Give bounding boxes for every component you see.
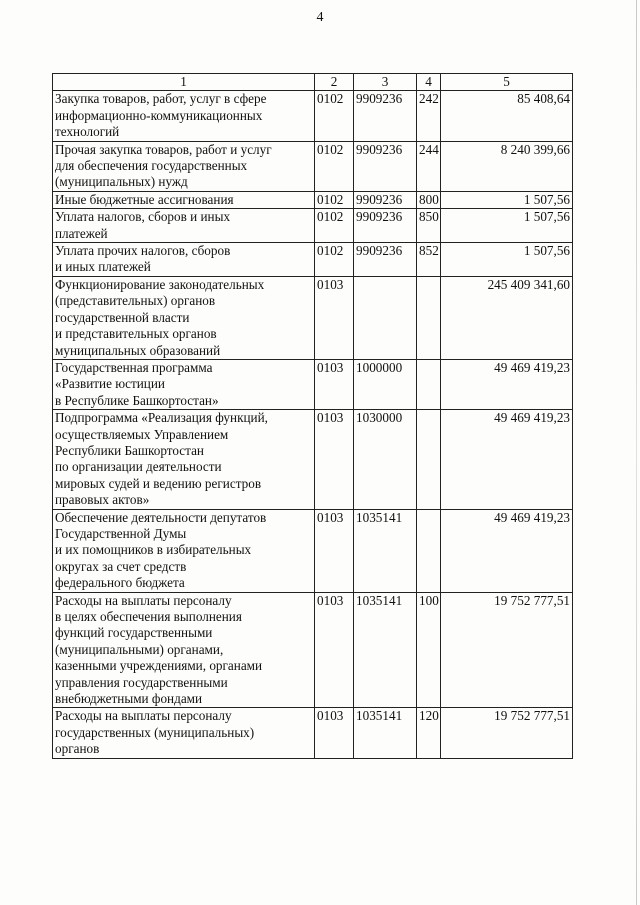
row-type-cell: [417, 359, 441, 409]
row-article-cell: 9909236: [354, 191, 417, 208]
scan-edge: [636, 0, 637, 905]
table-row: [53, 410, 573, 509]
table-row: [53, 141, 573, 191]
row-sum-cell: 85 408,64: [441, 91, 573, 141]
row-sum-cell: 1 507,56: [441, 191, 573, 208]
row-name-cell: Уплата налогов, сборов и иных платежей: [53, 209, 315, 243]
table-row: [53, 243, 573, 277]
header-cell: 2: [315, 74, 354, 91]
row-sum-cell: 8 240 399,66: [441, 141, 573, 191]
header-cell: 3: [354, 74, 417, 91]
row-type-cell: 850: [417, 209, 441, 243]
row-type-cell: [417, 276, 441, 359]
row-name-cell: Расходы на выплаты персоналу в целях обеспечения выполнения функций государственными (муниципальными) органами, казенными учреждениями, органами управления государственными внебюджетными фондами: [53, 592, 315, 708]
row-sum-cell: 49 469 419,23: [441, 509, 573, 592]
row-section-cell: 0103: [315, 708, 354, 758]
row-section-cell: 0102: [315, 91, 354, 141]
row-sum-cell: 19 752 777,51: [441, 592, 573, 708]
row-article-cell: 9909236: [354, 91, 417, 141]
row-type-cell: 242: [417, 91, 441, 141]
row-name-cell: Иные бюджетные ассигнования: [53, 191, 315, 208]
row-section-cell: 0102: [315, 141, 354, 191]
row-sum-cell: 1 507,56: [441, 209, 573, 243]
row-article-cell: 9909236: [354, 243, 417, 277]
row-name-cell: Уплата прочих налогов, сборов и иных платежей: [53, 243, 315, 277]
row-article-cell: 1035141: [354, 509, 417, 592]
header-cell: 5: [441, 74, 573, 91]
row-name-cell: Функционирование законодательных (представительных) органов государственной власти и представительных органов муниципальных образований: [53, 276, 315, 359]
row-article-cell: 1000000: [354, 359, 417, 409]
row-section-cell: 0102: [315, 243, 354, 277]
table-row: [53, 191, 573, 208]
table-header-row: [53, 74, 573, 91]
row-sum-cell: 49 469 419,23: [441, 410, 573, 509]
row-article-cell: 9909236: [354, 209, 417, 243]
table-row: [53, 708, 573, 758]
table-row: [53, 276, 573, 359]
row-type-cell: 800: [417, 191, 441, 208]
table-row: [53, 592, 573, 708]
row-name-cell: Расходы на выплаты персоналу государственных (муниципальных) органов: [53, 708, 315, 758]
row-article-cell: 9909236: [354, 141, 417, 191]
row-section-cell: 0103: [315, 276, 354, 359]
header-cell: 4: [417, 74, 441, 91]
row-name-cell: Закупка товаров, работ, услуг в сфере информационно-коммуникационных технологий: [53, 91, 315, 141]
row-sum-cell: 19 752 777,51: [441, 708, 573, 758]
row-type-cell: 244: [417, 141, 441, 191]
row-type-cell: 852: [417, 243, 441, 277]
row-sum-cell: 245 409 341,60: [441, 276, 573, 359]
row-type-cell: 120: [417, 708, 441, 758]
row-name-cell: Государственная программа «Развитие юстиции в Республике Башкортостан»: [53, 359, 315, 409]
page-number: 4: [316, 10, 324, 25]
row-sum-cell: 1 507,56: [441, 243, 573, 277]
table-row: [53, 359, 573, 409]
header-cell: 1: [53, 74, 315, 91]
table-row: [53, 209, 573, 243]
budget-table: [52, 73, 573, 759]
row-article-cell: [354, 276, 417, 359]
row-section-cell: 0103: [315, 410, 354, 509]
row-article-cell: 1035141: [354, 592, 417, 708]
row-type-cell: [417, 509, 441, 592]
row-sum-cell: 49 469 419,23: [441, 359, 573, 409]
row-name-cell: Обеспечение деятельности депутатов Государственной Думы и их помощников в избирательных округах за счет средств федерального бюджета: [53, 509, 315, 592]
row-section-cell: 0102: [315, 191, 354, 208]
row-type-cell: [417, 410, 441, 509]
table-row: [53, 91, 573, 141]
row-type-cell: 100: [417, 592, 441, 708]
row-name-cell: Прочая закупка товаров, работ и услуг для обеспечения государственных (муниципальных) нужд: [53, 141, 315, 191]
table-row: [53, 509, 573, 592]
row-article-cell: 1030000: [354, 410, 417, 509]
row-name-cell: Подпрограмма «Реализация функций, осуществляемых Управлением Республики Башкортостан по организации деятельности мировых судей и ведению регистров правовых актов»: [53, 410, 315, 509]
row-section-cell: 0103: [315, 509, 354, 592]
row-article-cell: 1035141: [354, 708, 417, 758]
row-section-cell: 0103: [315, 592, 354, 708]
row-section-cell: 0102: [315, 209, 354, 243]
row-section-cell: 0103: [315, 359, 354, 409]
